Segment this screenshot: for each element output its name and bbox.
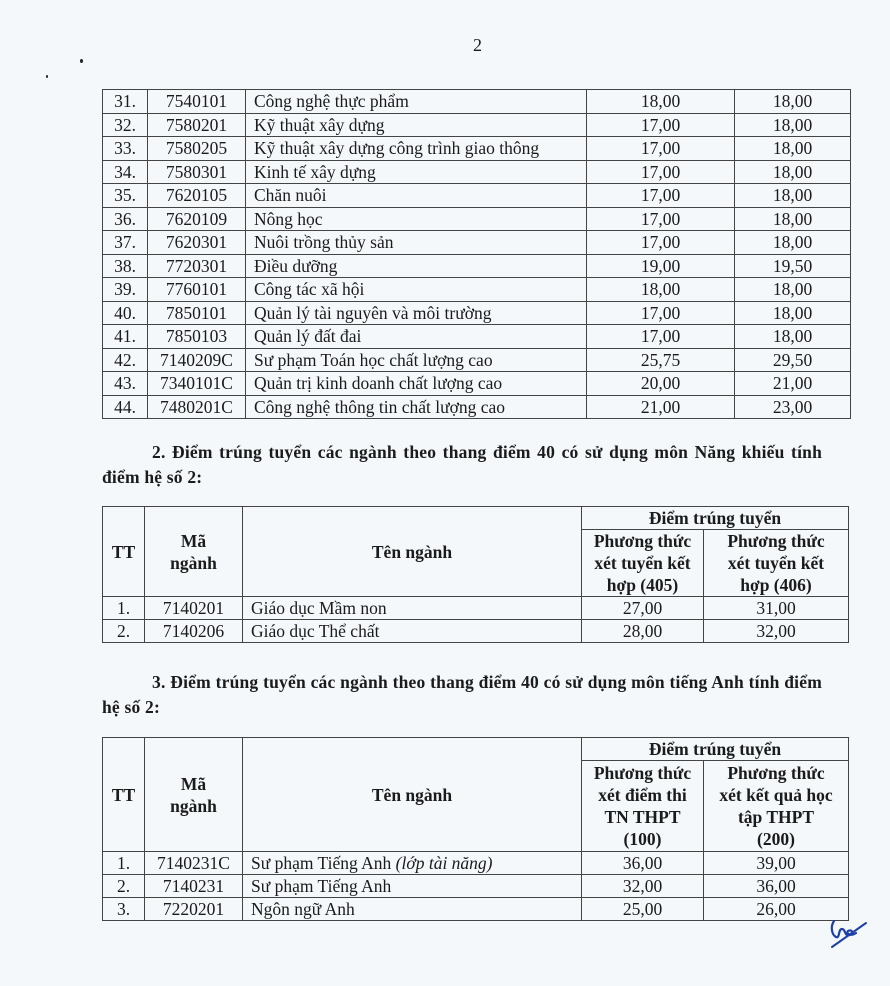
page-number: 2	[473, 35, 482, 55]
table-row: 38. 7720301 Điều dưỡng 19,00 19,50	[103, 254, 851, 278]
header-tt: TT	[103, 507, 145, 597]
section-heading-aptitude: 2. Điểm trúng tuyển các ngành theo thang điểm 40 có sử dụng môn Năng khiếu tính điểm hệ số 2:	[102, 442, 822, 487]
header-method-200: Phương thức xét kết quả học tập THPT (200)	[704, 761, 849, 852]
header-code: Mã ngành	[145, 738, 243, 852]
table-row: 44. 7480201C Công nghệ thông tin chất lượng cao 21,00 23,00	[103, 395, 851, 419]
admission-scores-table-aptitude	[102, 506, 849, 643]
header-method-405: Phương thức xét tuyển kết hợp (405)	[582, 530, 704, 597]
table-row: 33. 7580205 Kỹ thuật xây dựng công trình giao thông 17,00 18,00	[103, 137, 851, 161]
table-row: 36. 7620109 Nông học 17,00 18,00	[103, 207, 851, 231]
header-tt: TT	[103, 738, 145, 852]
table-row: 2. 7140206 Giáo dục Thể chất 28,00 32,00	[103, 620, 849, 643]
scan-speck	[80, 59, 83, 63]
header-score-group: Điểm trúng tuyển	[582, 507, 849, 530]
table-row: 32. 7580201 Kỹ thuật xây dựng 17,00 18,00	[103, 113, 851, 137]
header-name: Tên ngành	[243, 738, 582, 852]
header-method-406: Phương thức xét tuyển kết hợp (406)	[704, 530, 849, 597]
table-row: 1. 7140201 Giáo dục Mầm non 27,00 31,00	[103, 597, 849, 620]
table-row: 41. 7850103 Quản lý đất đai 17,00 18,00	[103, 325, 851, 349]
table-row: 34. 7580301 Kinh tế xây dựng 17,00 18,00	[103, 160, 851, 184]
table-row: 3. 7220201 Ngôn ngữ Anh 25,00 26,00	[103, 898, 849, 921]
section-heading-english: 3. Điểm trúng tuyển các ngành theo thang điểm 40 có sử dụng môn tiếng Anh tính điểm hệ số 2:	[102, 672, 822, 717]
table-row: 1. 7140231C Sư phạm Tiếng Anh (lớp tài năng) 36,00 39,00	[103, 852, 849, 875]
table-row: 31. 7540101 Công nghệ thực phẩm 18,00 18,00	[103, 90, 851, 114]
header-name: Tên ngành	[243, 507, 582, 597]
table-row: 40. 7850101 Quản lý tài nguyên và môi trường 17,00 18,00	[103, 301, 851, 325]
table-row: 42. 7140209C Sư phạm Toán học chất lượng cao 25,75 29,50	[103, 348, 851, 372]
admission-scores-table-english	[102, 737, 849, 921]
header-score-group: Điểm trúng tuyển	[582, 738, 849, 761]
table-row: 43. 7340101C Quản trị kinh doanh chất lượng cao 20,00 21,00	[103, 372, 851, 396]
scan-speck	[46, 75, 48, 78]
header-method-100: Phương thức xét điểm thi TN THPT (100)	[582, 761, 704, 852]
table-row: 35. 7620105 Chăn nuôi 17,00 18,00	[103, 184, 851, 208]
initials-signature-icon	[828, 917, 878, 953]
admission-scores-table-main	[102, 89, 851, 419]
table-row: 39. 7760101 Công tác xã hội 18,00 18,00	[103, 278, 851, 302]
talent-class-note: (lớp tài năng)	[395, 853, 493, 873]
table-row: 37. 7620301 Nuôi trồng thủy sản 17,00 18,00	[103, 231, 851, 255]
table-row: 2. 7140231 Sư phạm Tiếng Anh 32,00 36,00	[103, 875, 849, 898]
header-code: Mã ngành	[145, 507, 243, 597]
